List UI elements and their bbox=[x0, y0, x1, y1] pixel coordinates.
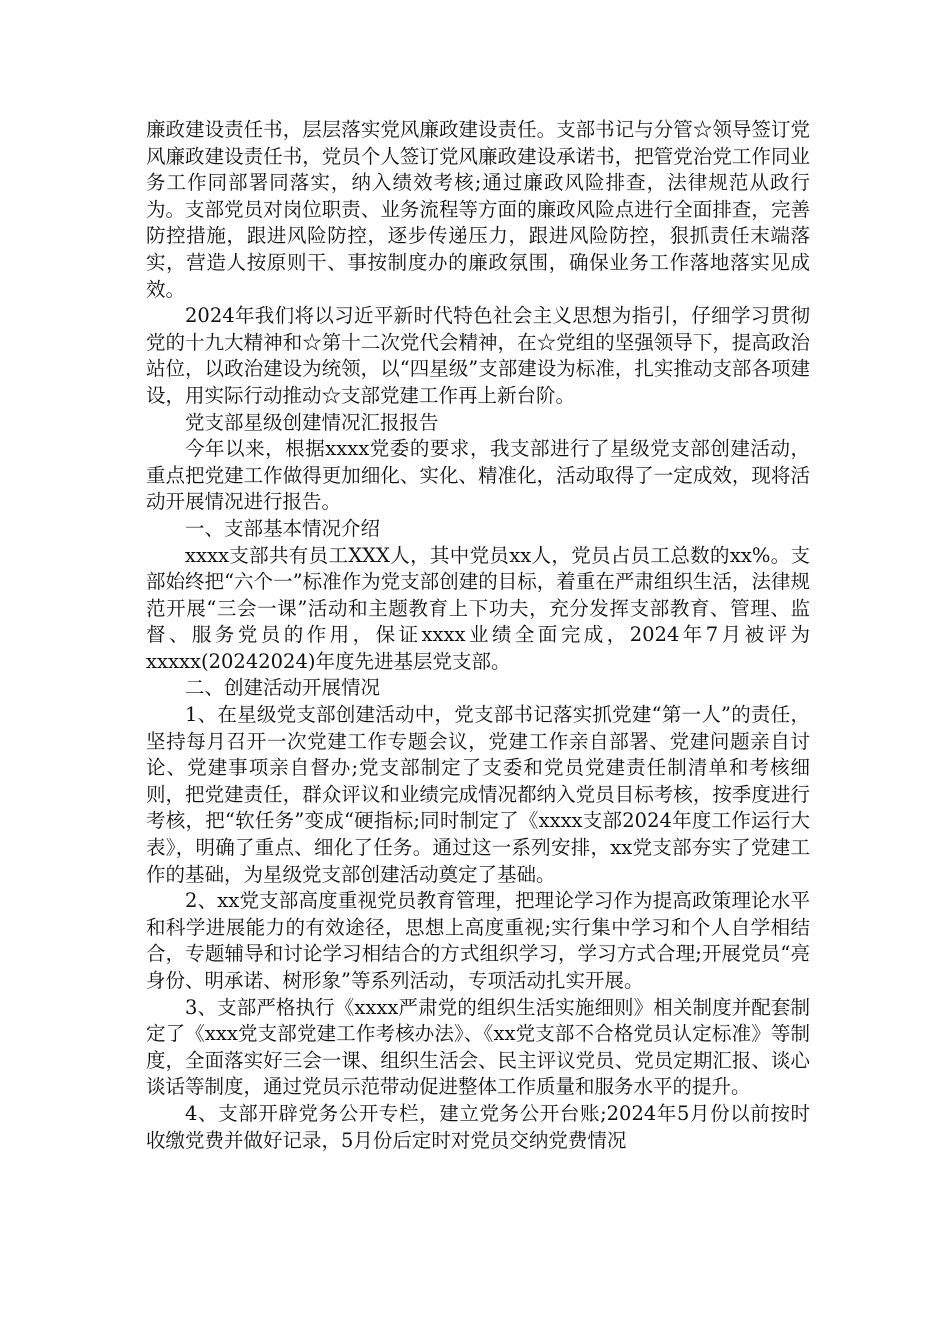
paragraph-basic-info: xxxx支部共有员工XXX人，其中党员xx人，党员占员工总数的xx%。支部始终把“六个一”标准作为党支部创建的目标，着重在严肃组织生活，法律规范开展“三会一课”活动和主题教育上下功夫，充分发挥支部教育、管理、监督、服务党员的作用，保证xxxx业绩全面完成，2024年7月被评为xxxxx(20242024)年度先进基层党支部。 bbox=[146, 543, 810, 673]
section-heading-basic-info: 一、支部基本情况介绍 bbox=[185, 516, 381, 540]
paragraph-integrity-responsibility: 廉政建设责任书，层层落实党风廉政建设责任。支部书记与分管☆领导签订党风廉政建设责任书，党员个人签订党风廉政建设承诺书，把管党治党工作同业务工作同部署同落实，纳入绩效考核;通过廉政风险排查，法律规范从政行为。支部党员对岗位职责、业务流程等方面的廉政风险点进行全面排查，完善防控措施，跟进风险防控，逐步传递压力，跟进风险防控，狠抓责任末端落实，营造人按原则干、事按制度办的廉政氛围，确保业务工作落地落实见成效。 bbox=[146, 118, 810, 301]
document-page bbox=[146, 117, 810, 1154]
report-title: 党支部星级创建情况汇报报告 bbox=[185, 410, 439, 434]
paragraph-2024-plan: 2024年我们将以习近平新时代特色社会主义思想为指引，仔细学习贯彻党的十九大精神和☆第十二次党代会精神，在☆党组的坚强领导下，提高政治站位，以政治建设为统领，以“四星级”支部建设为标准，扎实推动支部各项建设，用实际行动推动☆支部党建工作再上新台阶。 bbox=[146, 304, 810, 407]
paragraph-item-1: 1、在星级党支部创建活动中，党支部书记落实抓党建“第一人”的责任，坚持每月召开一次党建工作专题会议，党建工作亲自部署、党建问题亲自讨论、党建事项亲自督办;党支部制定了支委和党员党建责任制清单和考核细则，把党建责任，群众评议和业绩完成情况都纳入党员目标考核，按季度进行考核，把“软任务”变成“硬指标;同时制定了《xxxx支部2024年度工作运行大表》，明确了重点、细化了任务。通过这一系列安排，xx党支部夯实了党建工作的基础，为星级党支部创建活动奠定了基础。 bbox=[146, 703, 810, 886]
paragraph-item-3: 3、支部严格执行《xxxx严肃党的组织生活实施细则》相关制度并配套制定了《xxx党支部党建工作考核办法》、《xx党支部不合格党员认定标准》等制度，全面落实好三会一课、组织生活会、民主评议党员、党员定期汇报、谈心谈话等制度，通过党员示范带动促进整体工作质量和服务水平的提升。 bbox=[146, 995, 810, 1099]
paragraph-item-4: 4、支部开辟党务公开专栏，建立党务公开台账;2024年5月份以前按时收缴党费并做好记录，5月份后定时对党员交纳党费情况 bbox=[146, 1101, 810, 1152]
paragraph-introduction: 今年以来，根据xxxx党委的要求，我支部进行了星级党支部创建活动，重点把党建工作做得更加细化、实化、精准化，活动取得了一定成效，现将活动开展情况进行报告。 bbox=[146, 437, 810, 514]
paragraph-item-2: 2、xx党支部高度重视党员教育管理，把理论学习作为提高政策理论水平和科学进展能力的有效途径，思想上高度重视;实行集中学习和个人自学相结合，专题辅导和讨论学习相结合的方式组织学习，学习方式合理;开展党员“亮身份、明承诺、树形象”等系列活动，专项活动扎实开展。 bbox=[146, 889, 810, 992]
section-heading-activities: 二、创建活动开展情况 bbox=[185, 676, 381, 700]
